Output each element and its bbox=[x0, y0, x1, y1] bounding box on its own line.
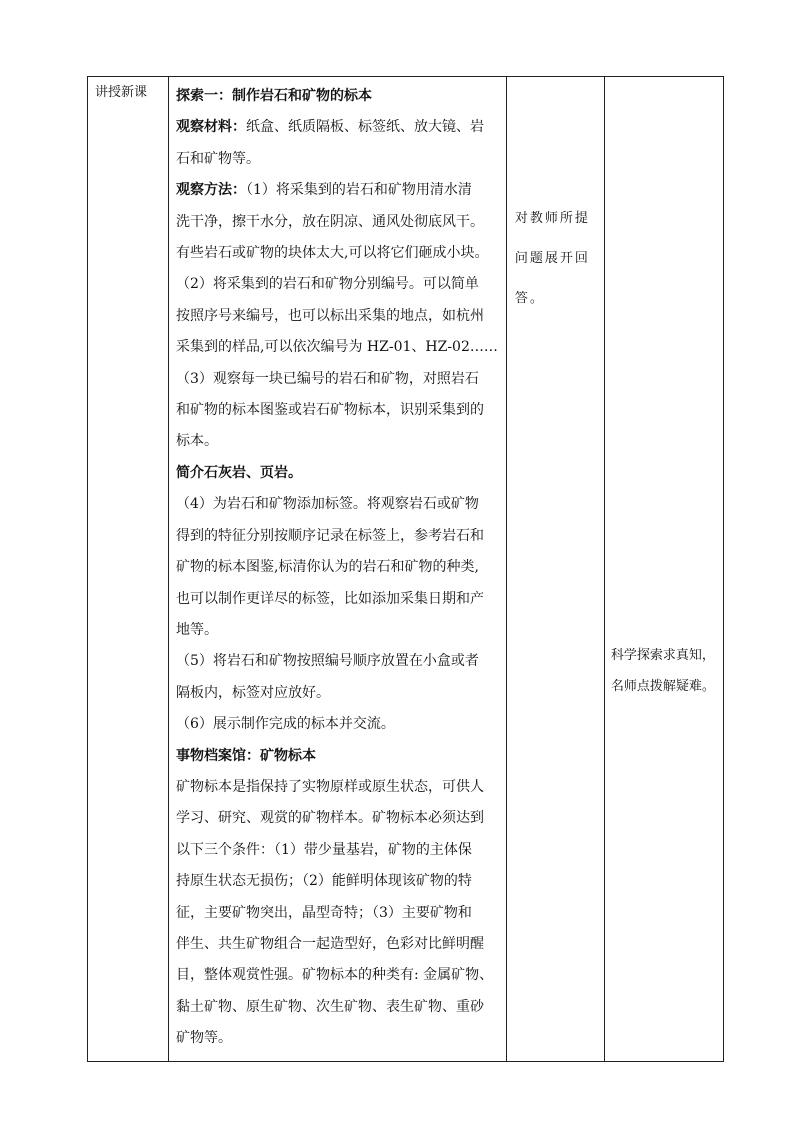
stage-label: 讲授新课 bbox=[95, 85, 148, 100]
lesson-plan-table bbox=[87, 76, 724, 1062]
design-intent bbox=[605, 640, 723, 702]
design-intent-line: 名师点拨解疑难。 bbox=[610, 679, 715, 694]
lesson-content bbox=[169, 77, 506, 1061]
method-line: 洗干净，擦干水分，放在阴凉、通风处彻底风干。 bbox=[176, 213, 484, 230]
archive-line: 学习、研究、观赏的矿物样本。矿物标本必须达到 bbox=[176, 810, 484, 827]
method-line: （3）观察每一块已编号的岩石和矿物，对照岩石 bbox=[176, 370, 479, 387]
steps-line: 隔板内，标签对应放好。 bbox=[176, 684, 330, 701]
steps-line: （6）展示制作完成的标本并交流。 bbox=[176, 716, 395, 733]
method-line bbox=[176, 175, 498, 206]
steps-line: 也可以制作更详尽的标签，比如添加采集日期和产 bbox=[176, 590, 484, 607]
method-line: 按照序号来编号，也可以标出采集的地点，如杭州 bbox=[176, 307, 484, 324]
archive-line: 矿物标本是指保持了实物原样或原生状态，可供人 bbox=[176, 778, 484, 795]
archive-line: 矿物等。 bbox=[176, 1030, 232, 1047]
materials-text: 纸盒、纸质隔板、标签纸、放大镜、岩 bbox=[246, 119, 484, 136]
method-line: 标本。 bbox=[176, 433, 218, 450]
student-activity-cell bbox=[506, 77, 604, 1062]
method-line: 有些岩石或矿物的块体太大,可以将它们砸成小块。 bbox=[176, 245, 489, 262]
steps-line: 得到的特征分别按顺序记录在标签上，参考岩石和 bbox=[176, 527, 484, 544]
inquiry-title: 探索一：制作岩石和矿物的标本 bbox=[176, 88, 372, 104]
archive-line: 征，主要矿物突出，晶型奇特；（3）主要矿物和 bbox=[176, 904, 472, 921]
steps-line: 矿物的标本图鉴,标清你认为的岩石和矿物的种类, bbox=[176, 559, 479, 576]
design-intent-cell bbox=[604, 77, 723, 1062]
method-text: （1）将采集到的岩石和矿物用清水清 bbox=[246, 182, 472, 199]
intro-heading: 简介石灰岩、页岩。 bbox=[176, 464, 302, 481]
materials-line bbox=[176, 112, 498, 143]
archive-line: 伴生、共生矿物组合一起造型好，色彩对比鲜明醒 bbox=[176, 935, 484, 952]
design-intent-line: 科学探索求真知， bbox=[610, 648, 715, 663]
materials-line: 石和矿物等。 bbox=[176, 150, 260, 167]
student-activity bbox=[507, 199, 604, 319]
method-line: 和矿物的标本图鉴或岩石矿物标本，识别采集到的 bbox=[176, 402, 484, 419]
method-line: （2）将采集到的岩石和矿物分别编号。可以简单 bbox=[176, 276, 479, 293]
table-row bbox=[88, 77, 724, 1062]
stage-cell bbox=[88, 77, 169, 1062]
archive-line: 目，整体观赏性强。矿物标本的种类有: 金属矿物、 bbox=[176, 967, 494, 984]
archive-line: 持原生状态无损伤；（2）能鲜明体现该矿物的特 bbox=[176, 873, 472, 890]
archive-line: 黏土矿物、原生矿物、次生矿物、表生矿物、重砂 bbox=[176, 998, 484, 1015]
archive-line: 以下三个条件：（1）带少量基岩，矿物的主体保 bbox=[176, 841, 472, 858]
steps-line: （5）将岩石和矿物按照编号顺序放置在小盒或者 bbox=[176, 653, 479, 670]
archive-heading: 事物档案馆：矿物标本 bbox=[176, 747, 316, 764]
student-activity-line: 问题展开回 bbox=[514, 251, 590, 266]
student-activity-line: 对教师所提 bbox=[514, 211, 590, 226]
steps-line: 地等。 bbox=[176, 621, 218, 638]
content-cell bbox=[169, 77, 507, 1062]
materials-heading: 观察材料： bbox=[176, 119, 246, 136]
method-heading: 观察方法： bbox=[176, 182, 246, 199]
steps-line: （4）为岩石和矿物添加标签。将观察岩石或矿物 bbox=[176, 496, 479, 513]
student-activity-line: 答。 bbox=[514, 291, 545, 306]
method-line: 采集到的样品,可以依次编号为 HZ-01、HZ-02…… bbox=[176, 339, 498, 356]
